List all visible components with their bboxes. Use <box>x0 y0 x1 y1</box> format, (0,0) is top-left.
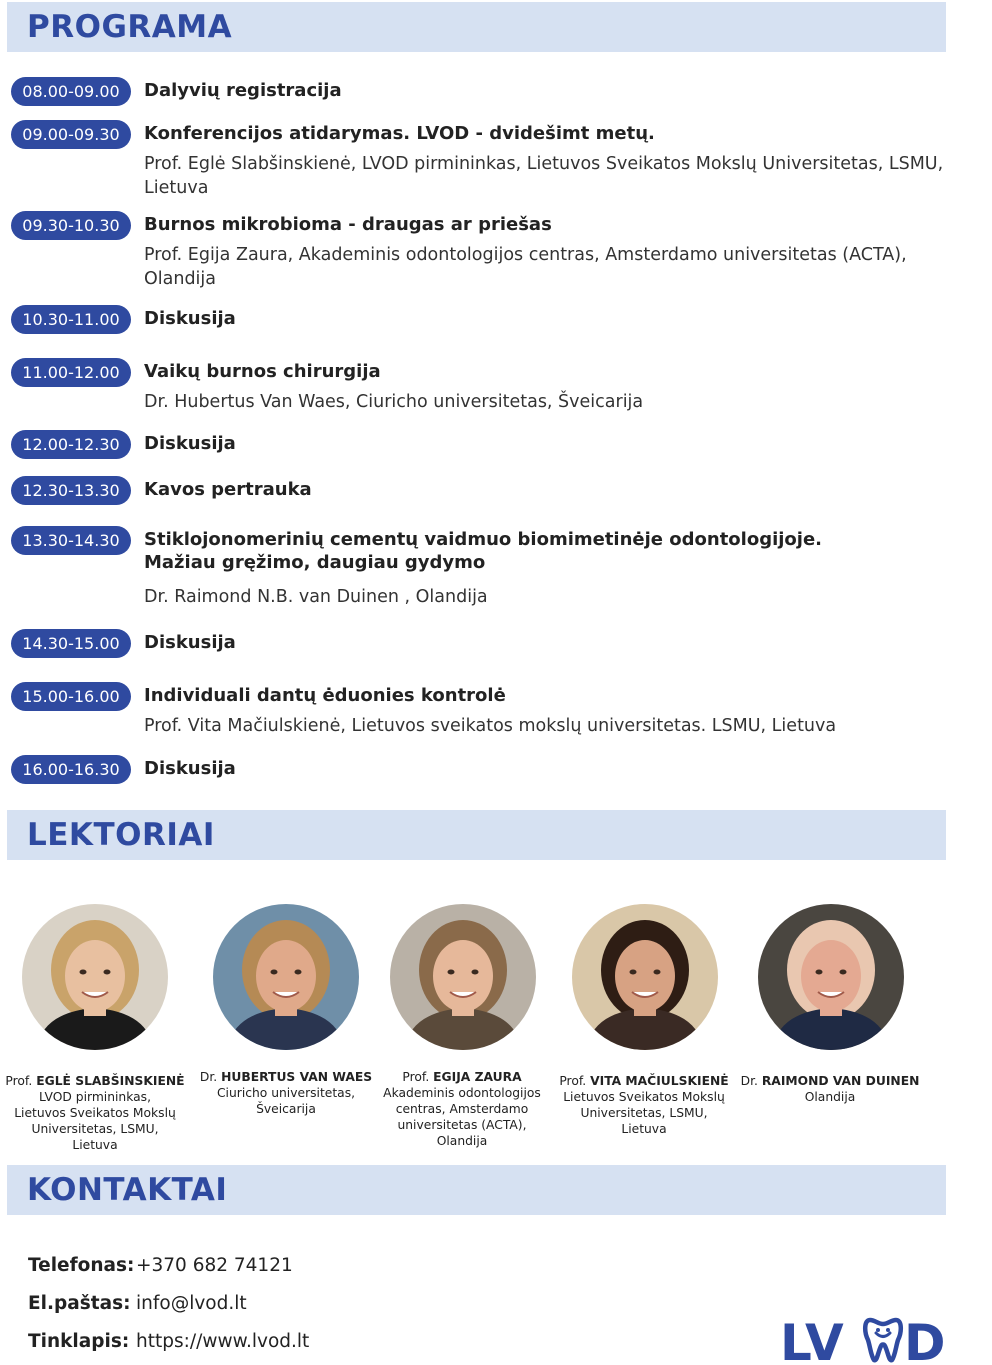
session-title: Individuali dantų ėduonies kontrolė <box>144 685 506 706</box>
lecturer-title: Dr. <box>740 1074 758 1088</box>
time-badge: 09.30-10.30 <box>11 211 131 240</box>
lecturer-photo <box>758 904 904 1050</box>
lecturer-affiliation-line: Lietuvos Sveikatos Mokslų <box>563 1090 725 1104</box>
lecturer-name: VITA MAČIULSKIENĖ <box>590 1074 729 1088</box>
lvod-logo <box>780 1312 950 1364</box>
lecturer-photo <box>213 904 359 1050</box>
phone-value: +370 682 74121 <box>136 1255 293 1276</box>
lecturers-section-header <box>7 810 946 860</box>
lecturer-name: HUBERTUS VAN WAES <box>221 1070 373 1084</box>
lecturer-title: Dr. <box>199 1070 218 1084</box>
lecturer-name: EGIJA ZAURA <box>433 1070 522 1084</box>
lecturer-affiliation-line: Lietuva <box>621 1122 667 1136</box>
lecturer-affiliation-line: Lietuvos Sveikatos Mokslų <box>14 1106 176 1120</box>
website-link[interactable]: https://www.lvod.lt <box>136 1331 310 1352</box>
time-badge: 15.00-16.00 <box>11 682 131 711</box>
contacts-section-title: KONTAKTAI <box>27 1172 228 1208</box>
lecturer-affiliation-line: Šveicarija <box>256 1102 316 1116</box>
time-badge: 09.00-09.30 <box>11 120 131 149</box>
lecturer-affiliation-line: Universitetas, LSMU, <box>31 1122 159 1136</box>
time-badge: 12.30-13.30 <box>11 476 131 505</box>
session-speaker: Dr. Raimond N.B. van Duinen , Olandija <box>144 587 488 607</box>
lecturer-name: RAIMOND VAN DUINEN <box>761 1074 920 1088</box>
lecturer-title: Prof. <box>402 1070 430 1084</box>
lecturer-affiliation-line: Akademinis odontologijos <box>383 1086 541 1100</box>
time-badge: 10.30-11.00 <box>11 305 131 334</box>
lecturer-affiliation-line: centras, Amsterdamo <box>395 1102 529 1116</box>
lecturer-affiliation-line: LVOD pirmininkas, <box>39 1090 151 1104</box>
session-speaker: Prof. Eglė Slabšinskienė, LVOD pirmininkas, Lietuvos Sveikatos Mokslų Universitetas, LSMU, Lietuva <box>144 154 944 198</box>
lecturer-name-line <box>191 1069 381 1085</box>
session-speaker: Prof. Vita Mačiulskienė, Lietuvos sveikatos mokslų universitetas. LSMU, Lietuva <box>144 716 837 736</box>
lecturer-title: Prof. <box>5 1074 33 1088</box>
lecturer-name: EGLĖ SLABŠINSKIENĖ <box>36 1074 185 1088</box>
time-badge: 08.00-09.00 <box>11 77 131 106</box>
contact-label: Tinklapis: <box>28 1331 130 1352</box>
lecturer-title: Prof. <box>559 1074 587 1088</box>
email-link[interactable]: info@lvod.lt <box>136 1293 247 1314</box>
lecturer-name-line <box>367 1069 557 1085</box>
session-title: Kavos pertrauka <box>144 479 312 500</box>
lecturer-affiliation-line: Lietuva <box>72 1138 118 1152</box>
lecturer-caption <box>191 1069 381 1117</box>
logo-text-lv: LV <box>780 1314 844 1364</box>
lecturer-affiliation-line: Universitetas, LSMU, <box>580 1106 708 1120</box>
time-badge: 13.30-14.30 <box>11 526 131 555</box>
program-section-title: PROGRAMA <box>27 9 233 45</box>
lecturer-affiliation-line: Ciuricho universitetas, <box>216 1086 356 1100</box>
program-section-header <box>7 2 946 52</box>
lecturer-photo <box>572 904 718 1050</box>
time-badge: 16.00-16.30 <box>11 755 131 784</box>
lecturer-caption <box>735 1073 925 1105</box>
contacts-section-header <box>7 1165 946 1215</box>
lecturer-caption <box>367 1069 557 1149</box>
session-title: Konferencijos atidarymas. LVOD - dvidešimt metų. <box>144 123 655 144</box>
lecturers-section-title: LEKTORIAI <box>27 817 215 853</box>
lecturer-affiliation-line: Olandija <box>804 1090 856 1104</box>
lecturer-caption <box>0 1073 190 1153</box>
logo-text-d: D <box>904 1314 946 1364</box>
session-title: Diskusija <box>144 308 236 329</box>
lecturer-affiliation-line: Olandija <box>436 1134 488 1148</box>
lecturer-name-line <box>0 1073 190 1089</box>
session-speaker: Dr. Hubertus Van Waes, Ciuricho universitetas, Šveicarija <box>144 392 644 412</box>
lecturer-affiliation-line: universitetas (ACTA), <box>397 1118 527 1132</box>
time-badge: 14.30-15.00 <box>11 629 131 658</box>
session-title: Diskusija <box>144 758 236 779</box>
lecturer-caption <box>549 1073 739 1137</box>
time-badge: 12.00-12.30 <box>11 430 131 459</box>
session-title: Diskusija <box>144 632 236 653</box>
lecturer-photo <box>22 904 168 1050</box>
tooth-icon <box>865 1320 901 1360</box>
session-title: Burnos mikrobioma - draugas ar priešas <box>144 214 552 235</box>
time-badge: 11.00-12.00 <box>11 358 131 387</box>
lecturer-name-line <box>549 1073 739 1089</box>
lecturer-name-line <box>735 1073 925 1089</box>
contact-label: Telefonas: <box>28 1255 135 1276</box>
contact-label: El.paštas: <box>28 1293 131 1314</box>
session-speaker: Prof. Egija Zaura, Akademinis odontologijos centras, Amsterdamo universitetas (ACTA), Olandija <box>144 245 907 289</box>
lecturer-photo <box>390 904 536 1050</box>
session-title: Dalyvių registracija <box>144 80 342 101</box>
session-title: Diskusija <box>144 433 236 454</box>
session-title: Stiklojonomerinių cementų vaidmuo biomimetinėje odontologijoje. Mažiau gręžimo, daugiau gydymo <box>144 529 823 573</box>
session-title: Vaikų burnos chirurgija <box>144 361 381 382</box>
